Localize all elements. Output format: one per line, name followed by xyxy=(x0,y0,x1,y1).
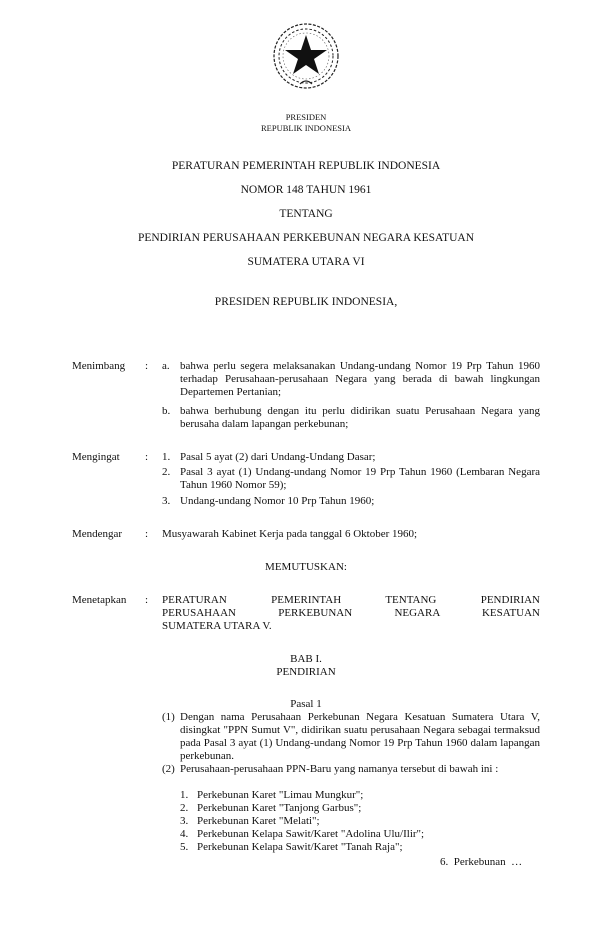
menimbang-a-marker: a. xyxy=(162,360,170,372)
issuer-line: PRESIDEN REPUBLIK INDONESIA, xyxy=(214,296,398,308)
list-item-2-marker: 2. xyxy=(180,802,189,814)
mengingat-1-text: Pasal 5 ayat (2) dari Undang-Undang Dasar; xyxy=(180,451,376,463)
menimbang-b-text: bahwa berhubung dengan itu perlu didirikan suatu Perusahaan Negara yang berusaha dalam lapangan perkebunan; xyxy=(180,405,540,430)
menimbang-a-text: bahwa perlu segera melaksanakan Undang-undang Nomor 19 Prp Tahun 1960 terhadap Perusahaan-perusahaan Negara yang berada di bawah lingkungan Departemen Pertanian; xyxy=(180,360,540,398)
list-item-3-marker: 3. xyxy=(180,815,189,827)
menetapkan-label: Menetapkan xyxy=(72,594,127,606)
mendengar-colon: : xyxy=(145,528,149,540)
bab-number: BAB I. xyxy=(290,653,322,665)
list-item-3-text: Perkebunan Karet "Melati"; xyxy=(197,815,320,827)
menetapkan-line-1: PERATURAN PEMERINTAH TENTANG PENDIRIAN xyxy=(162,594,540,606)
title-line-nomor: NOMOR 148 TAHUN 1961 xyxy=(240,184,372,196)
mendengar-text: Musyawarah Kabinet Kerja pada tanggal 6 Oktober 1960; xyxy=(162,528,418,540)
list-item-4-text: Perkebunan Kelapa Sawit/Karet "Adolina Ulu/Ilir"; xyxy=(197,828,425,840)
menetapkan-line-2: PERUSAHAAN PERKEBUNAN NEGARA KESATUAN xyxy=(162,607,540,619)
letterhead-republik-indonesia: REPUBLIK INDONESIA xyxy=(261,123,351,133)
mengingat-1-marker: 1. xyxy=(162,451,171,463)
pasal-1-heading: Pasal 1 xyxy=(290,698,322,710)
title-line-region: SUMATERA UTARA VI xyxy=(247,256,365,268)
title-line-tentang: TENTANG xyxy=(279,208,333,220)
list-item-2-text: Perkebunan Karet "Tanjong Garbus"; xyxy=(197,802,362,814)
bab-title: PENDIRIAN xyxy=(276,666,336,678)
menetapkan-line-3: SUMATERA UTARA V. xyxy=(162,620,272,632)
mengingat-3-text: Undang-undang Nomor 10 Prp Tahun 1960; xyxy=(180,495,375,507)
list-item-1-marker: 1. xyxy=(180,789,189,801)
menimbang-label: Menimbang xyxy=(72,360,126,372)
list-item-4-marker: 4. xyxy=(180,828,189,840)
mengingat-2-text: Pasal 3 ayat (1) Undang-undang Nomor 19 Prp Tahun 1960 (Lembaran Negara Tahun 1960 Nomor 59); xyxy=(180,466,540,491)
mengingat-colon: : xyxy=(145,451,149,463)
ayat-1-marker: (1) xyxy=(162,711,175,723)
page-continuation: 6. Perkebunan … xyxy=(440,856,523,868)
list-item-5-text: Perkebunan Kelapa Sawit/Karet "Tanah Raja"; xyxy=(197,841,403,853)
list-item-5-marker: 5. xyxy=(180,841,189,853)
memutuskan-heading: MEMUTUSKAN: xyxy=(265,561,347,573)
list-item-1-text: Perkebunan Karet "Limau Mungkur"; xyxy=(197,789,364,801)
letterhead-presiden: PRESIDEN xyxy=(285,112,327,122)
menetapkan-colon: : xyxy=(145,594,149,606)
mengingat-2-marker: 2. xyxy=(162,466,171,478)
ayat-2-text: Perusahaan-perusahaan PPN-Baru yang namanya tersebut di bawah ini : xyxy=(180,763,499,775)
presidential-emblem-icon xyxy=(270,20,342,92)
menimbang-colon: : xyxy=(145,360,149,372)
ayat-1-text: Dengan nama Perusahaan Perkebunan Negara Kesatuan Sumatera Utara V, disingkat "PPN Sumut V", didirikan suatu perusahaan Negara sebagai termaksud pada Pasal 3 ayat (1) Undang-undang Nomor 19 Prp Tahun 1960 dalam lapangan perkebunan. xyxy=(180,711,540,762)
mengingat-label: Mengingat xyxy=(72,451,120,463)
mendengar-label: Mendengar xyxy=(72,528,123,540)
ayat-2-marker: (2) xyxy=(162,763,175,775)
menimbang-b-marker: b. xyxy=(162,405,171,417)
title-line-peraturan: PERATURAN PEMERINTAH REPUBLIK INDONESIA xyxy=(171,160,441,172)
title-line-subject: PENDIRIAN PERUSAHAAN PERKEBUNAN NEGARA KESATUAN xyxy=(137,232,475,244)
mengingat-3-marker: 3. xyxy=(162,495,171,507)
